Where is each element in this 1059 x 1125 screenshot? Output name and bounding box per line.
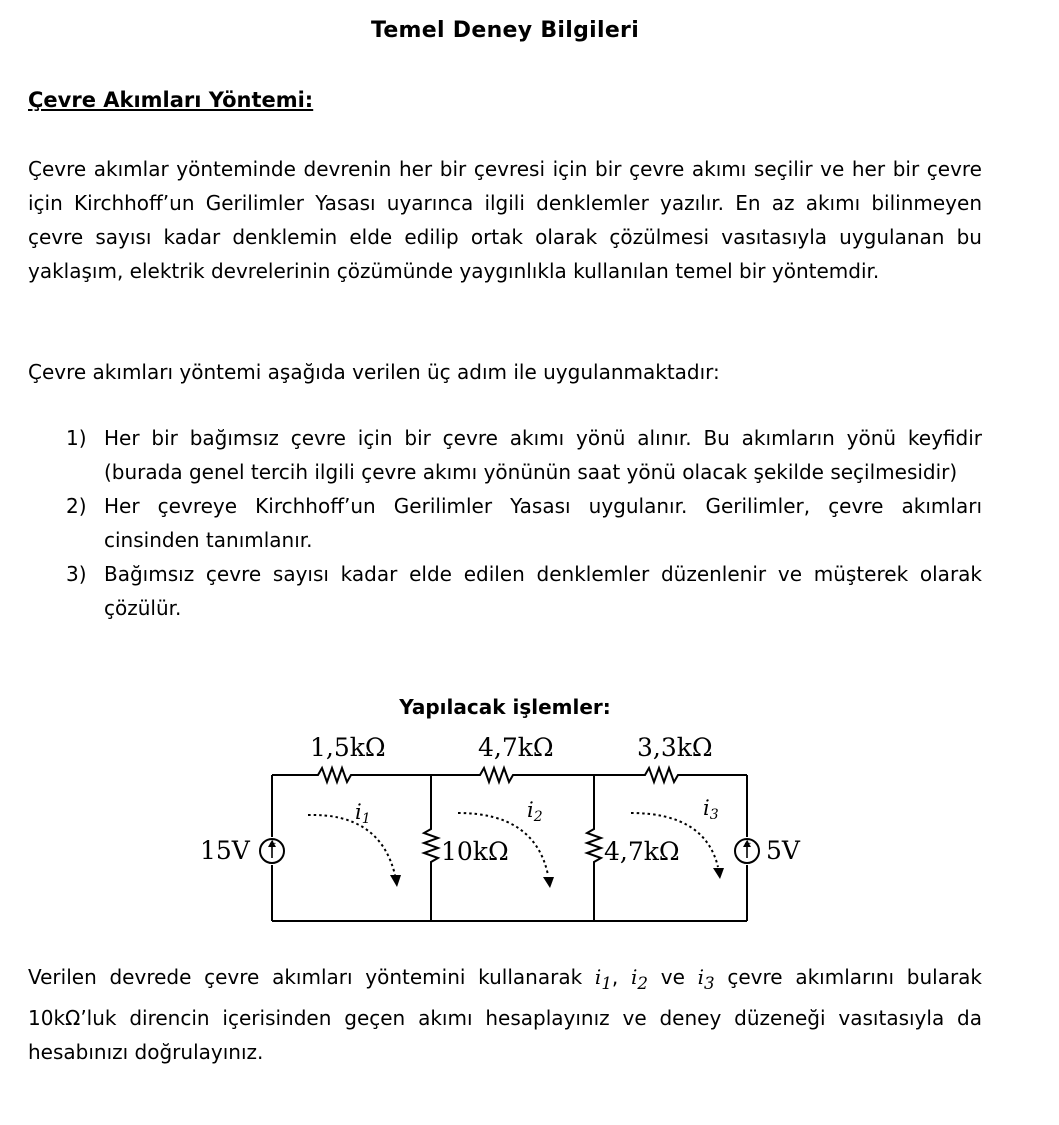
- label-r-1k5: 1,5kΩ: [310, 733, 386, 762]
- step-number: 1): [66, 426, 87, 450]
- task-i1-letter: i: [594, 965, 602, 989]
- procedures-heading: Yapılacak işlemler:: [399, 695, 611, 719]
- label-i1: [355, 800, 371, 827]
- task-i2-letter: i: [631, 965, 638, 989]
- intro-paragraph: Çevre akımlar yönteminde devrenin her bir çevresi için bir çevre akımı seçilir ve her bir çevre için Kirchhoff’un Gerilimler Yasası uyarınca ilgili denklemler yazılır. En az akımı bilinmeyen çevre sayısı kadar denklemin elde edilip ortak olarak çözülmesi vasıtasıyla uygulanan bu yaklaşım, elektrik devrelerinin çözümünde yaygınlıkla kullanılan temel bir yöntemdir.: [28, 157, 982, 283]
- step-number: 3): [66, 562, 87, 586]
- i1-subscript: 1: [361, 811, 371, 827]
- i2-letter: i: [527, 798, 534, 822]
- step-number: 2): [66, 494, 87, 518]
- task-text-end: çevre akımlarını bularak 10kΩ’luk direncin içerisinden geçen akımı hesaplayınız ve deney düzeneği vasıtasıyla da hesabınızı doğrulayınız.: [28, 965, 983, 1064]
- task-sep-1: ,: [611, 965, 632, 989]
- resistor-4k7-mid: [587, 775, 601, 921]
- label-r-4k7-top: 4,7kΩ: [478, 733, 554, 762]
- label-r-4k7-mid: 4,7kΩ: [604, 837, 680, 866]
- task-i1-subscript: 1: [601, 974, 612, 993]
- steps-list: [66, 421, 982, 625]
- mesh-arrow-1: [308, 815, 395, 875]
- task-text-start: Verilen devrede çevre akımları yöntemini kullanarak: [28, 965, 595, 989]
- step-text: Bağımsız çevre sayısı kadar elde edilen denklemler düzenlenir ve müşterek olarak çözülür.: [104, 562, 982, 620]
- task-i3-letter: i: [697, 965, 705, 989]
- top-wire: [272, 768, 747, 782]
- task-i2-subscript: 2: [637, 974, 649, 993]
- step-item: [66, 489, 982, 557]
- plus-sign-right: +: [744, 839, 752, 849]
- task-i3: [697, 965, 715, 993]
- label-i2: [527, 798, 543, 825]
- step-text: Her çevreye Kirchhoff’un Gerilimler Yasası uygulanır. Gerilimler, çevre akımları cinsinden tanımlanır.: [104, 494, 982, 552]
- steps-intro: Çevre akımları yöntemi aşağıda verilen üç adım ile uygulanmaktadır:: [28, 360, 720, 384]
- i3-subscript: 3: [709, 807, 719, 823]
- task-i3-subscript: 3: [704, 974, 715, 993]
- task-i1: [594, 965, 612, 993]
- i2-subscript: 2: [533, 809, 543, 825]
- task-paragraph: [28, 960, 982, 1069]
- i1-letter: i: [355, 800, 362, 824]
- label-source-5v: 5V: [766, 836, 800, 865]
- step-text: Her bir bağımsız çevre için bir çevre akımı yönü alınır. Bu akımların yönü keyfidir (burada genel tercih ilgili çevre akımı yönünün saat yönü olacak şekilde seçilmesidir): [104, 426, 982, 484]
- task-sep-2: ve: [648, 965, 698, 989]
- page-title: Temel Deney Bilgileri: [370, 18, 640, 43]
- label-r-10k: 10kΩ: [441, 837, 509, 866]
- circuit-diagram: [190, 725, 800, 935]
- i3-letter: i: [703, 796, 710, 820]
- step-item: [66, 557, 982, 625]
- label-i3: [703, 796, 719, 823]
- step-item: [66, 421, 982, 489]
- label-r-3k3: 3,3kΩ: [637, 733, 713, 762]
- section-heading: Çevre Akımları Yöntemi:: [28, 88, 314, 112]
- plus-sign-left: +: [269, 839, 277, 849]
- task-i2: [631, 965, 649, 993]
- resistor-10k: [424, 775, 438, 921]
- label-source-15v: 15V: [200, 836, 250, 865]
